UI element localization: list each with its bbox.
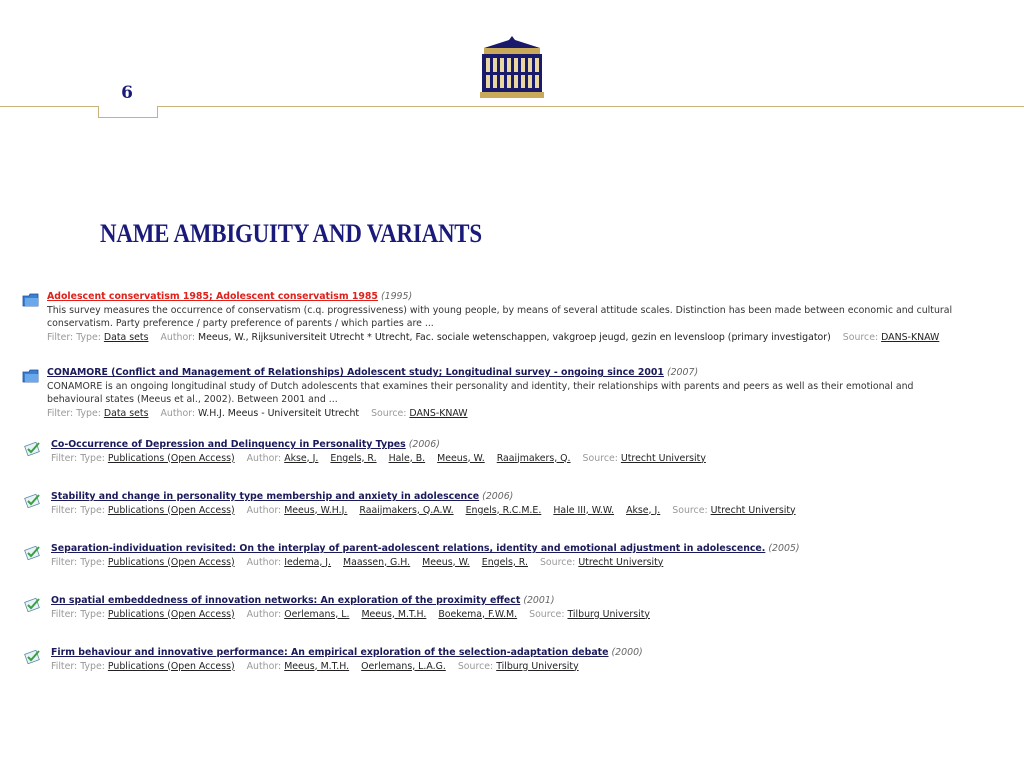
author-link[interactable]: Raaijmakers, Q.A.W. — [359, 504, 454, 516]
filter-label: Filter: — [51, 608, 78, 620]
result-year: (2007) — [666, 367, 699, 378]
type-label: Type: — [80, 452, 105, 464]
type-label: Type: — [80, 608, 105, 620]
result-year: (2006) — [482, 491, 514, 502]
result-meta — [51, 556, 800, 570]
document-check-icon — [24, 648, 42, 664]
result-title-link[interactable]: On spatial embeddedness of innovation networks: An exploration of the proximity effect — [51, 595, 521, 606]
source-link[interactable]: Tilburg University — [496, 660, 579, 672]
type-filter-link[interactable]: Publications (Open Access) — [107, 556, 235, 568]
building-logo — [478, 34, 546, 100]
result-meta — [51, 608, 650, 622]
source-link[interactable]: DANS-KNAW — [409, 407, 468, 419]
source-label: Source: — [371, 407, 407, 419]
source-label: Source: — [672, 504, 708, 516]
author-label: Author: — [160, 331, 196, 343]
author-link[interactable]: Oerlemans, L. — [284, 608, 350, 620]
filter-label: Filter: — [47, 407, 74, 419]
author-link[interactable]: Meeus, W. — [422, 556, 470, 568]
author-link[interactable]: Iedema, J. — [284, 556, 332, 568]
type-label: Type: — [80, 660, 105, 672]
type-filter-link[interactable]: Publications (Open Access) — [107, 660, 235, 672]
author-link[interactable]: Boekema, F.W.M. — [438, 608, 518, 620]
author-link[interactable]: Maassen, G.H. — [343, 556, 411, 568]
result-description: This survey measures the occurrence of conservatism (c.q. progressiveness) with young people, by means of several attitude scales. Distinction has been made between economic and cultural conservatism. Party preference / party preference of parents / which parties are ... — [47, 304, 953, 329]
source-link[interactable]: Utrecht University — [578, 556, 664, 568]
author-link[interactable]: Raaijmakers, Q. — [496, 452, 571, 464]
result-meta — [47, 331, 967, 345]
result-title-link[interactable]: CONAMORE (Conflict and Management of Relationships) Adolescent study; Longitudinal survey - ongoing since 2001 — [47, 367, 664, 378]
type-label: Type: — [80, 504, 105, 516]
folder-icon — [22, 368, 40, 384]
author-label: Author: — [246, 504, 282, 516]
filter-label: Filter: — [47, 331, 74, 343]
result-meta — [47, 407, 967, 421]
slide-number: 6 — [121, 83, 133, 103]
author-link[interactable]: Hale, B. — [388, 452, 426, 464]
document-check-icon — [24, 596, 42, 612]
author-label: Author: — [246, 608, 282, 620]
result-meta — [51, 452, 706, 466]
source-link[interactable]: DANS-KNAW — [881, 331, 940, 343]
result-year: (1995) — [380, 291, 413, 302]
result-title-link[interactable]: Separation-individuation revisited: On the interplay of parent-adolescent relations, identity and emotional adjustment in adolescence. — [51, 543, 766, 554]
author-link[interactable]: Engels, R. — [330, 452, 377, 464]
source-label: Source: — [539, 556, 576, 568]
result-description: CONAMORE is an ongoing longitudinal study of Dutch adolescents that examines their personality and identity, their relationships with parents and peers as well as their emotional and behavioural states (Meeus et al., 2002). Between 2001 and ... — [47, 380, 914, 405]
author-link[interactable]: Akse, J. — [626, 504, 661, 516]
author-link[interactable]: Meeus, W.H.J. — [284, 504, 348, 516]
result-title-link[interactable]: Adolescent conservatism 1985; Adolescent conservatism 1985 — [47, 291, 378, 302]
type-filter-link[interactable]: Publications (Open Access) — [107, 504, 235, 516]
result-year: (2000) — [611, 647, 643, 658]
type-label: Type: — [76, 407, 101, 419]
slide-title: NAME AMBIGUITY AND VARIANTS — [100, 219, 482, 248]
source-label: Source: — [529, 608, 565, 620]
source-label: Source: — [842, 331, 879, 343]
result-title-link[interactable]: Co-Occurrence of Depression and Delinquency in Personality Types — [51, 439, 406, 450]
source-link[interactable]: Utrecht University — [620, 452, 706, 464]
author-label: Author: — [246, 660, 282, 672]
result-meta — [51, 660, 643, 674]
author-link[interactable]: Meeus, W. — [437, 452, 485, 464]
filter-label: Filter: — [51, 660, 78, 672]
author-label: Author: — [246, 556, 282, 568]
source-link[interactable]: Utrecht University — [710, 504, 796, 516]
document-check-icon — [24, 440, 42, 456]
author-link[interactable]: Engels, R. — [481, 556, 528, 568]
type-filter-link[interactable]: Publications (Open Access) — [107, 608, 235, 620]
source-link[interactable]: Tilburg University — [567, 608, 650, 620]
type-label: Type: — [76, 331, 101, 343]
author-link[interactable]: Akse, J. — [284, 452, 319, 464]
type-label: Type: — [80, 556, 105, 568]
result-year: (2005) — [768, 543, 800, 554]
type-filter-link[interactable]: Data sets — [103, 331, 149, 343]
author-link[interactable]: Oerlemans, L.A.G. — [361, 660, 446, 672]
author-link[interactable]: Hale III, W.W. — [553, 504, 615, 516]
document-check-icon — [24, 492, 42, 508]
type-filter-link[interactable]: Publications (Open Access) — [107, 452, 235, 464]
slide-number-tab — [98, 106, 158, 118]
filter-label: Filter: — [51, 556, 78, 568]
author-link[interactable]: Engels, R.C.M.E. — [465, 504, 542, 516]
source-label: Source: — [457, 660, 494, 672]
result-year: (2006) — [408, 439, 440, 450]
filter-label: Filter: — [51, 504, 78, 516]
filter-label: Filter: — [51, 452, 78, 464]
source-label: Source: — [582, 452, 618, 464]
author-link[interactable]: Meeus, M.T.H. — [284, 660, 350, 672]
document-check-icon — [24, 544, 42, 560]
result-title-link[interactable]: Firm behaviour and innovative performance: An empirical exploration of the selection-adaptation debate — [51, 647, 609, 658]
author-label: Author: — [246, 452, 282, 464]
author-text: Meeus, W., Rijksuniversiteit Utrecht * Utrecht, Fac. sociale wetenschappen, vakgroep jeugd, gezin en levensloop (primary investigator) — [198, 331, 831, 343]
result-title-link[interactable]: Stability and change in personality type membership and anxiety in adolescence — [51, 491, 480, 502]
result-meta — [51, 504, 796, 518]
author-link[interactable]: Meeus, M.T.H. — [361, 608, 427, 620]
type-filter-link[interactable]: Data sets — [103, 407, 149, 419]
author-label: Author: — [160, 407, 196, 419]
folder-icon — [22, 292, 40, 308]
result-year: (2001) — [523, 595, 555, 606]
author-text: W.H.J. Meeus - Universiteit Utrecht — [198, 407, 360, 419]
